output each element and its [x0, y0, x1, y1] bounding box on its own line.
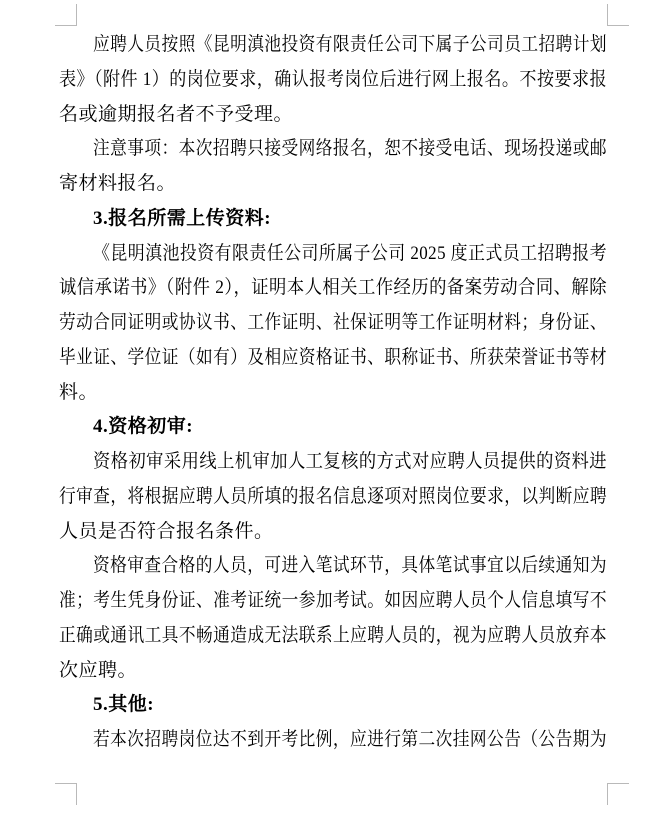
text-boundary-mark-top-right	[607, 4, 629, 26]
document-line: 注意事项：本次招聘只接受网络报名，恕不接受电话、现场投递或邮	[93, 138, 607, 160]
document-line: 人员是否符合报名条件。	[59, 520, 274, 542]
document-line: 4.资格初审:	[93, 416, 194, 438]
document-line: 料。	[59, 381, 99, 403]
document-line: 名或逾期报名者不予受理。	[59, 103, 294, 125]
document-line: 3.报名所需上传资料:	[93, 207, 272, 229]
document-line: 寄材料报名。	[59, 173, 177, 194]
document-line: 次应聘。	[59, 659, 138, 681]
text-boundary-mark-top-left	[55, 4, 77, 26]
document-line: 毕业证、学位证（如有）及相应资格证书、职称证书、所获荣誉证书等材	[59, 346, 607, 368]
document-line: 正确或通讯工具不畅通造成无法联系上应聘人员的，视为应聘人员放弃本	[59, 624, 607, 646]
text-boundary-mark-bottom-left	[55, 783, 77, 805]
document-line: 劳动合同证明或协议书、工作证明、社保证明等工作证明材料；身份证、	[59, 312, 607, 333]
document-line: 行审查，将根据应聘人员所填的报名信息逐项对照岗位要求，以判断应聘	[59, 485, 607, 507]
document-line: 应聘人员按照《昆明滇池投资有限责任公司下属子公司员工招聘计划	[93, 34, 607, 55]
document-line: 5.其他:	[93, 694, 155, 716]
document-line: 表》（附件 1）的岗位要求，确认报考岗位后进行网上报名。不按要求报	[59, 68, 607, 90]
document-line: 《昆明滇池投资有限责任公司所属子公司 2025 度正式员工招聘报考	[93, 242, 607, 264]
document-text-block	[59, 28, 607, 758]
text-boundary-mark-bottom-right	[607, 783, 629, 805]
document-line: 诚信承诺书》（附件 2），证明本人相关工作经历的备案劳动合同、解除	[59, 277, 607, 299]
document-line: 准；考生凭身份证、准考证统一参加考试。如因应聘人员个人信息填写不	[59, 590, 607, 611]
document-line: 若本次招聘岗位达不到开考比例，应进行第二次挂网公告（公告期为	[93, 729, 607, 750]
document-line: 资格审查合格的人员，可进入笔试环节，具体笔试事宜以后续通知为	[93, 555, 607, 577]
document-line: 资格初审采用线上机审加人工复核的方式对应聘人员提供的资料进	[93, 451, 607, 472]
